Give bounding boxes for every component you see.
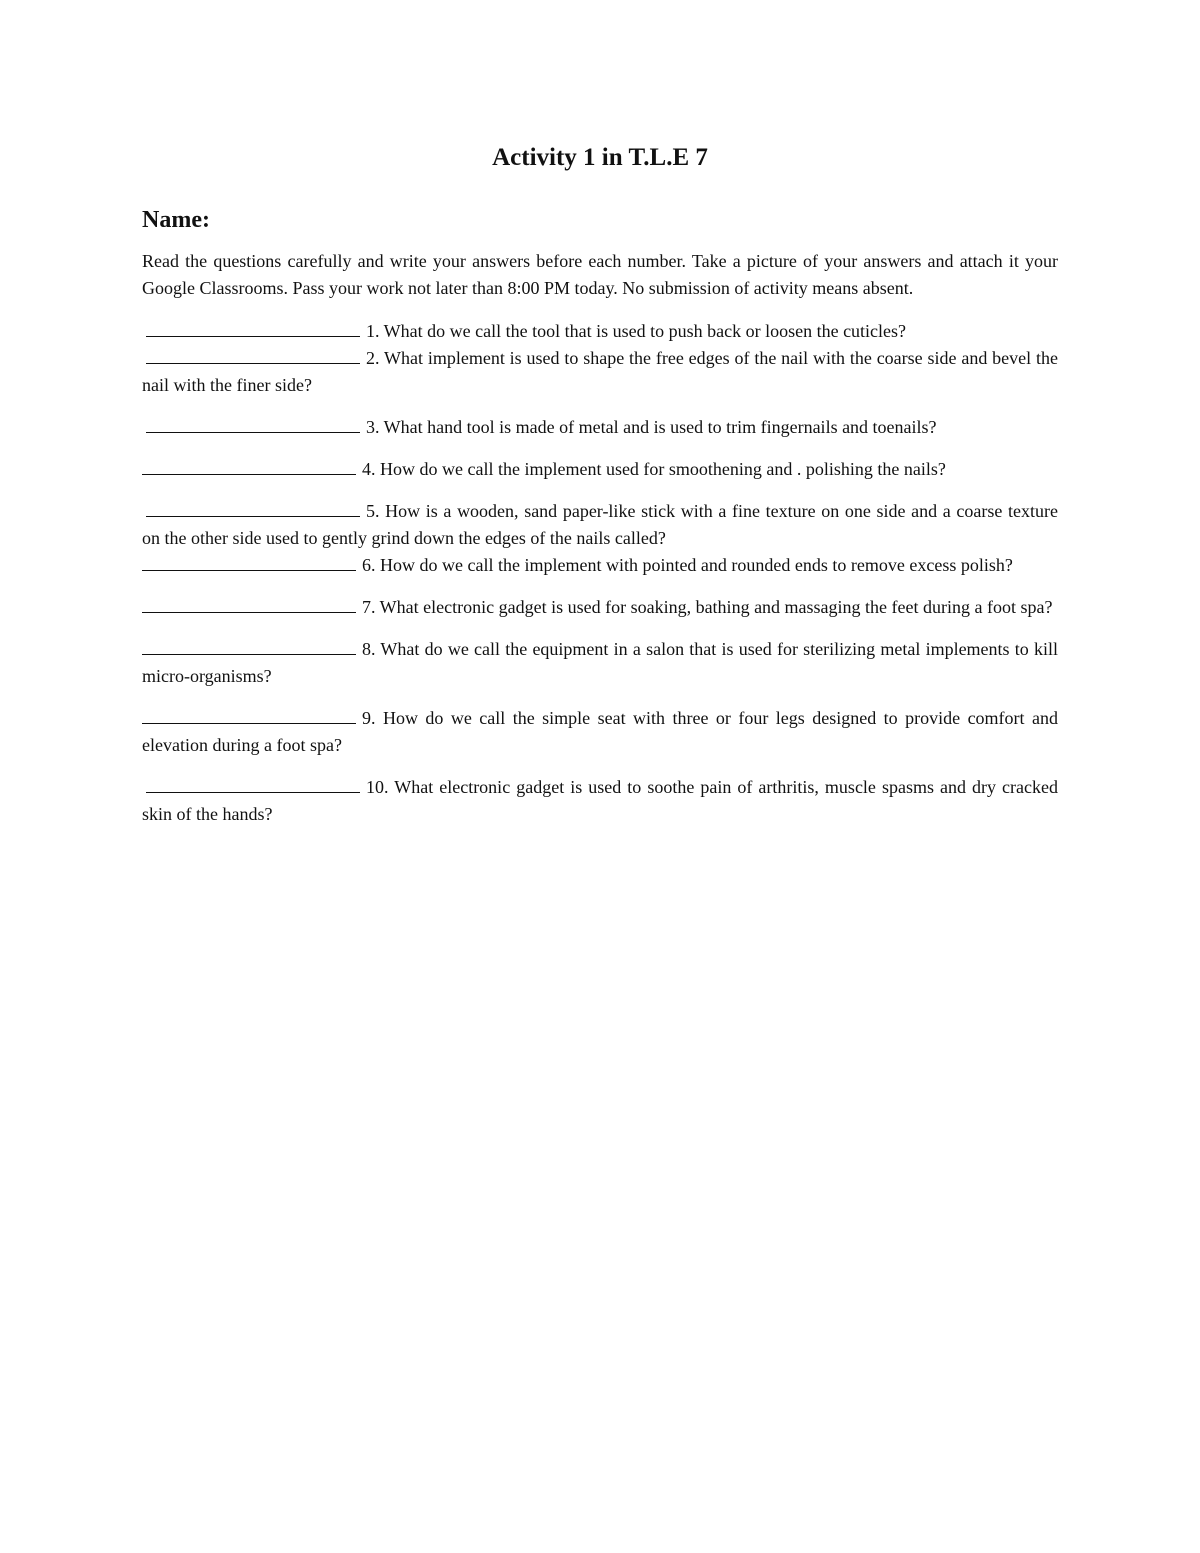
answer-blank-3[interactable] — [146, 414, 360, 433]
answer-blank-6[interactable] — [142, 552, 356, 571]
question-text: 8. What do we call the equipment in a salon that is used for sterilizing metal implements to kill micro-organisms? — [142, 639, 1058, 686]
question-2 — [142, 345, 1058, 399]
question-text: 6. How do we call the implement with pointed and rounded ends to remove excess polish? — [362, 555, 1013, 575]
question-3 — [142, 414, 1058, 441]
question-text: 3. What hand tool is made of metal and is used to trim fingernails and toenails? — [366, 417, 937, 437]
answer-blank-4[interactable] — [142, 456, 356, 475]
question-7 — [142, 594, 1058, 621]
answer-blank-9[interactable] — [142, 705, 356, 724]
page-title: Activity 1 in T.L.E 7 — [492, 144, 708, 171]
answer-blank-1[interactable] — [146, 318, 360, 337]
answer-blank-7[interactable] — [142, 594, 356, 613]
question-text: 2. What implement is used to shape the free edges of the nail with the coarse side and bevel the nail with the finer side? — [142, 348, 1058, 395]
question-text: 7. What electronic gadget is used for soaking, bathing and massaging the feet during a foot spa? — [362, 597, 1053, 617]
question-1 — [142, 318, 1058, 345]
answer-blank-10[interactable] — [146, 774, 360, 793]
worksheet-page — [142, 138, 1058, 828]
name-label: Name: — [142, 207, 210, 233]
question-9 — [142, 705, 1058, 759]
question-text: 5. How is a wooden, sand paper-like stick with a fine texture on one side and a coarse texture on the other side used to gently grind down the edges of the nails called? — [142, 501, 1058, 548]
question-text: 4. How do we call the implement used for smoothening and . polishing the nails? — [362, 459, 946, 479]
answer-blank-5[interactable] — [146, 498, 360, 517]
question-5 — [142, 498, 1058, 552]
question-text: 9. How do we call the simple seat with three or four legs designed to provide comfort and elevation during a foot spa? — [142, 708, 1058, 755]
question-text: 1. What do we call the tool that is used to push back or loosen the cuticles? — [366, 321, 907, 341]
question-10 — [142, 774, 1058, 828]
instructions: Read the questions carefully and write your answers before each number. Take a picture of your answers and attach it your Google Classrooms. Pass your work not later than 8:00 PM today. No submission of activity means absent. — [142, 251, 1058, 298]
question-8 — [142, 636, 1058, 690]
question-6 — [142, 552, 1058, 579]
answer-blank-8[interactable] — [142, 636, 356, 655]
question-text: 10. What electronic gadget is used to soothe pain of arthritis, muscle spasms and dry cracked skin of the hands? — [142, 777, 1058, 824]
answer-blank-2[interactable] — [146, 345, 360, 364]
question-4 — [142, 456, 1058, 483]
